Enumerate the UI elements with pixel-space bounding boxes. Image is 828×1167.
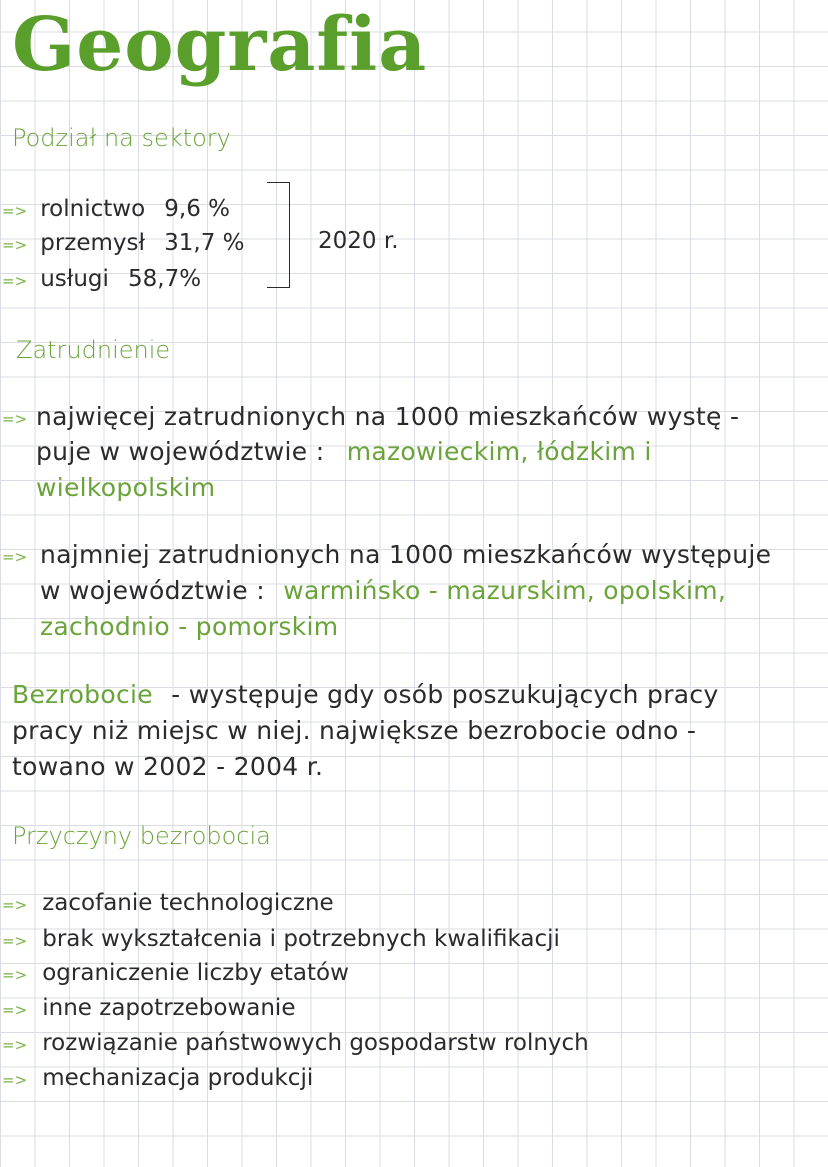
arrow-icon: => <box>2 896 28 914</box>
employment-heading: Zatrudnienie <box>16 336 171 364</box>
arrow-icon: => <box>2 966 28 984</box>
employment-most-line1: najwięcej zatrudnionych na 1000 mieszkańców wystę - <box>36 402 740 431</box>
cause-text: rozwiązanie państwowych gospodarstw rolnych <box>42 1030 589 1056</box>
sector-label: rolnictwo <box>40 196 146 222</box>
year-label: 2020 r. <box>318 228 399 254</box>
sector-row <box>2 196 230 222</box>
sector-value: 9,6 % <box>164 196 231 222</box>
arrow-icon: => <box>2 236 28 254</box>
bracket <box>267 182 290 288</box>
employment-most-line3: wielkopolskim <box>36 473 216 502</box>
unemployment-term: Bezrobocie <box>12 680 153 709</box>
unemployment-line1 <box>12 680 719 709</box>
cause-item <box>2 1065 313 1091</box>
arrow-icon: => <box>2 1001 28 1019</box>
cause-text: inne zapotrzebowanie <box>42 995 296 1021</box>
arrow-icon: => <box>2 272 28 290</box>
employment-least-line1: najmniej zatrudnionych na 1000 mieszkańców występuje <box>40 540 772 569</box>
cause-item <box>2 926 560 952</box>
employment-least-prefix: w województwie : <box>40 576 265 605</box>
cause-item <box>2 1030 589 1056</box>
employment-least-regions: warmińsko - mazurskim, opolskim, <box>283 576 727 605</box>
causes-heading: Przyczyny bezrobocia <box>12 822 271 850</box>
sectors-heading: Podział na sektory <box>12 124 231 152</box>
cause-item <box>2 890 334 916</box>
arrow-icon: => <box>2 410 28 428</box>
arrow-icon: => <box>2 932 28 950</box>
unemployment-definition: - występuje gdy osób poszukujących pracy <box>171 680 719 709</box>
employment-most-line2 <box>36 437 652 466</box>
employment-least-line3: zachodnio - pomorskim <box>40 612 339 641</box>
page-title: Geografia <box>12 2 428 88</box>
employment-most-prefix: puje w województwie : <box>36 437 325 466</box>
unemployment-line3: towano w 2002 - 2004 r. <box>12 752 324 781</box>
sector-label: przemysł <box>40 230 146 256</box>
cause-item <box>2 960 349 986</box>
cause-item <box>2 995 295 1021</box>
cause-text: zacofanie technologiczne <box>42 890 334 916</box>
sector-value: 58,7% <box>128 266 202 292</box>
sector-label: usługi <box>40 266 109 292</box>
arrow-icon: => <box>2 1071 28 1089</box>
sector-row <box>2 266 201 292</box>
unemployment-line2: pracy niż miejsc w niej. największe bezrobocie odno - <box>12 716 697 745</box>
arrow-icon: => <box>2 1036 28 1054</box>
cause-text: ograniczenie liczby etatów <box>42 960 349 986</box>
arrow-icon: => <box>2 202 28 220</box>
cause-text: mechanizacja produkcji <box>42 1065 314 1091</box>
employment-most-regions: mazowieckim, łódzkim i <box>346 437 652 466</box>
sector-value: 31,7 % <box>164 230 245 256</box>
sector-row <box>2 230 245 256</box>
arrow-icon: => <box>2 548 28 566</box>
employment-least-line2 <box>40 576 726 605</box>
cause-text: brak wykształcenia i potrzebnych kwalifikacji <box>42 926 560 952</box>
